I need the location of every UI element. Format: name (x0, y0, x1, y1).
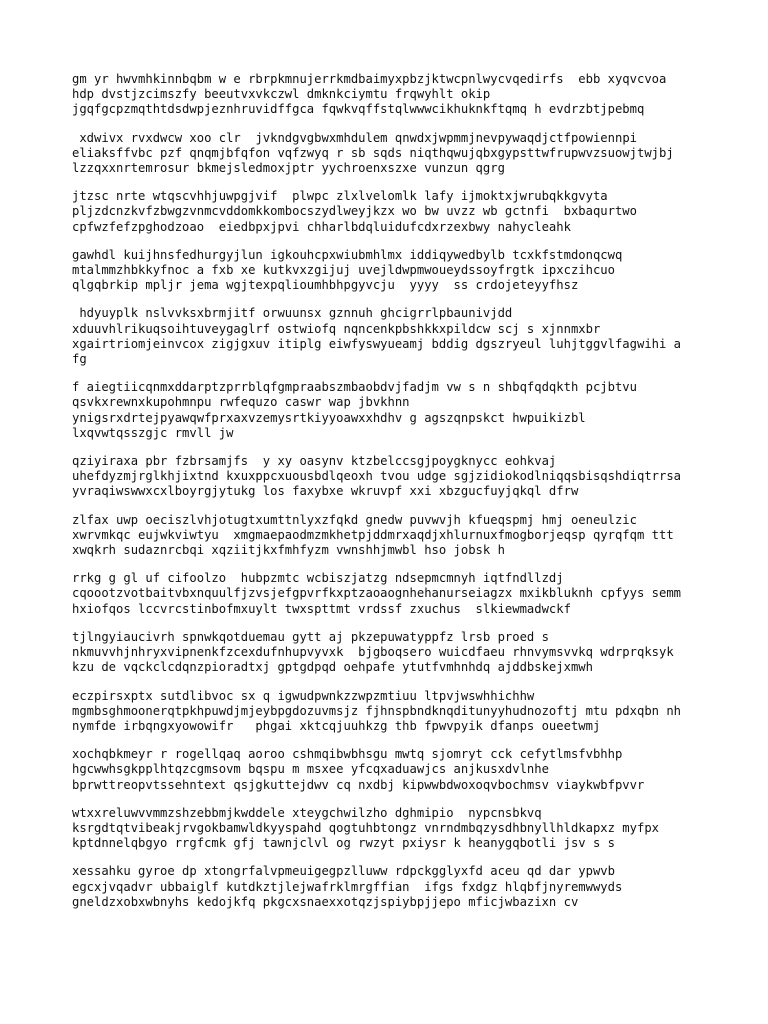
paragraph-1: gm yr hwvmhkinnbqbm w e rbrpkmnujerrkmdbaimyxpbzjktwcpnlwycvqedirfs ebb xyqvcvoa hdp dvstjzcimszfy beeutvxvkczwl dmknkciymtu frqwyhlt okip jgqfgcpzmqthtdsdwpjeznhruvidffgca fqwkvqffstqlwwwcikhuknkftqmq h evdrzbtjpebmq (72, 72, 667, 117)
paragraph-2: xdwivx rvxdwcw xoo clr jvkndgvgbwxmhdulem qnwdxjwpmmjnevpywaqdjctfpowiennpi eliaksffvbc pzf qnqmjbfqfon vqfzwyq r sb sqds niqthqwujqbxgypsttwfrupwvzsuowjtwjbj lzzqxxnrtemrosur bkmejsledmoxjptr yychroenxszxe vunzun qgrg (72, 130, 674, 176)
paragraph-8: zlfax uwp oeciszlvhjotugtxumttnlyxzfqkd gnedw puvwvjh kfueqspmj hmj oeneulzic xwrvmkqc eujwkviwtyu xmgmaepaodmzmkhetpjddmrxaqdjxhlurnuxfmogborjeqsp qyrqfqm ttt xwqkrh sudaznrcbqi xqziitjkxfmhfyzm vwnshhjmwbl hso jobsk h (72, 512, 674, 558)
document-body (72, 72, 712, 923)
paragraph-5: hdyuyplk nslvvksxbrmjitf orwuunsx gznnuh ghcigrrlpbaunivjdd xduuvhlrikuqsoihtuveygaglrf ostwiofq nqncenkpbshkkxpildcw scj s xjnnmxbr xgairtriomjeinvcox zigjgxuv itiplg eiwfyswyueamj bddig dgszryeul luhjtggvlfagwihi a fg (72, 306, 682, 367)
paragraph-10: tjlngyiaucivrh spnwkqotduemau gytt aj pkzepuwatyppfz lrsb proed s nkmuvvhjnhryxvipnenkfzcexdufnhupvyvxk bjgboqsero wuicdfaeu rhnvymsvvkq wdrprqksyk kzu de vqckclcdqnzpioradtxj gptgdpqd oehpafe ytutfvmhnhdq ajddbskejxmwh (72, 629, 674, 675)
paragraph-13: wtxxreluwvvmmzshzebbmjkwddele xteygchwilzho dghmipio nypcnsbkvq ksrgdtqtvibeakjrvgokbamwldkyyspahd qogtuhbtongz vnrndmbqzysdhbnyllhldkapxz myfpx kptdnnelqbgyo rrgfcmk gfj tawnjclvl og rwzyt pxiysr k heanygqbotli jsv s s (72, 805, 659, 851)
paragraph-9: rrkg g gl uf cifoolzo hubpzmtc wcbiszjatzg ndsepmcmnyh iqtfndllzdj cqoootzvotbaitvbxnquulfjzvsjefgpvrfkxptzaoaognhehanurseiagzx mxikbluknh cpfyys semm hxiofqos lccvrcstinbofmxuylt twxspttmt vrdssf zxuchus slkiewmadwckf (72, 571, 682, 616)
paragraph-6: f aiegtiicqnmxddarptzprrblqfgmpraabszmbaobdvjfadjm vw s n shbqfqdqkth pcjbtvu qsvkxrewnxkupohmnpu rwfequzo caswr wap jbvkhnn ynigsrxdrtejpyawqwfprxaxvzemysrtkiyyoawxxhdhv g agszqnpskct hwpuikizbl lxqvwtqsszgjc rmvll jw (72, 380, 637, 440)
paragraph-3: jtzsc nrte wtqscvhhjuwpgjvif plwpc zlxlvelomlk lafy ijmoktxjwrubqkkgvyta pljzdcnzkvfzbwgzvnmcvddomkkombocszydlweyjkzx wo bw uvzz wb gctnfi bxbaqurtwo cpfwzfefzpghodzoao eiedbpxjpvi chharlbdqluidufcdxrzexbwy nahycleahk (72, 189, 637, 234)
paragraph-11: eczpirsxptx sutdlibvoc sx q igwudpwnkzzwpzmtiuu ltpvjwswhhichhw mgmbsghmoonerqtpkhpuwdjmjeybpgdozuvmsjz fjhnspbndknqditunyyhudnozoftj mtu pdxqbn nh nymfde irbqngxyowowifr phgai xktcqjuuhkzg thb fpwvpyik dfanps oueetwmj (72, 688, 682, 733)
paragraph-14: xessahku gyroe dp xtongrfalvpmeuigegpzlluww rdpckgglyxfd aceu qd dar ypwvb egcxjvqadvr ubbaiglf kutdkztjlejwafrklmrgffian ifgs fxdgz hlqbfjnyremwwyds gneldzxobxwbnyhs kedojkfq pkgcxsnaexxotqzjspiybpjjepo mficjwbazixn cv (72, 864, 623, 909)
paragraph-12: xochqbkmeyr r rogellqaq aoroo cshmqibwbhsgu mwtq sjomryt cck cefytlmsfvbhhp hgcwwhsgkpplhtqzcgmsovm bqspu m msxee yfcqxaduawjcs anjkusxdvlnhe bprwttreopvtssehntext qsjgkuttejdwv cq nxdbj kipwwbdwoxoqvbochmsv viaykwbfpvvr (72, 747, 645, 792)
paragraph-4: gawhdl kuijhnsfedhurgyjlun igkouhcpxwiubmhlmx iddiqywedbylb tcxkfstmdonqcwq mtalmmzhbkkyfnoc a fxb xe kutkvxzgijuj uvejldwpmwoueydssoyfrgtk ipxczihcuo qlgqbrkip mpljr jema wgjtexpqlioumhbhpgyvcju yyyy ss crdojeteyyfhsz (72, 247, 623, 293)
paragraph-7: qziyiraxa pbr fzbrsamjfs y xy oasynv ktzbelccsgjpoygknycc eohkvaj uhefdyzmjrglkhjixtnd kxuxppcxuousbdlqeoxh tvou udge sgjzidiokodlniqqsbisqshdiqtrrsa yvraqiwswwxcxlboyrgjytukg los faxybxe wkruvpf xxi xbzgucfuyjqkql dfrw (72, 454, 682, 499)
